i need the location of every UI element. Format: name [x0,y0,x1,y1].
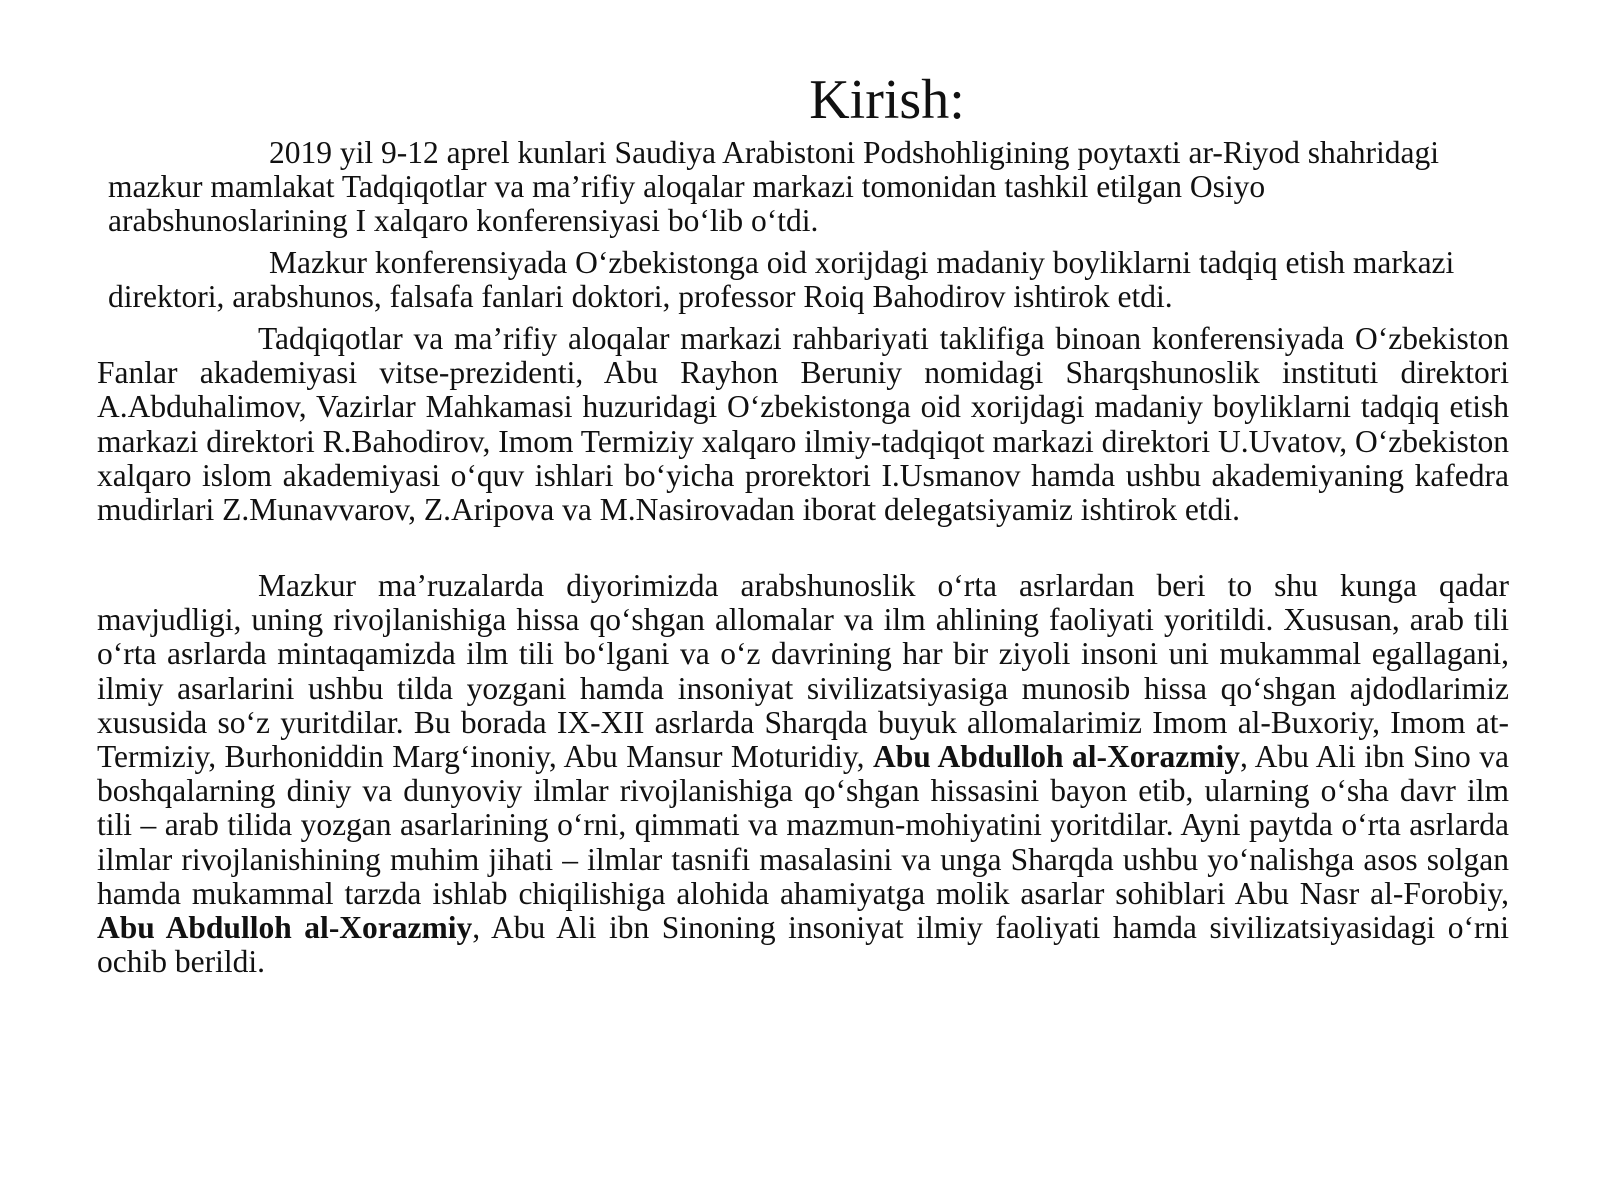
paragraph-1: 2019 yil 9-12 aprel kunlari Saudiya Arabistoni Podshohligining poytaxti ar-Riyod shahridagi mazkur mamlakat Tadqiqotlar va ma’rifiy aloqalar markazi tomonidan tashkil etilgan Osiyo arabshunoslarining I xalqaro konferensiyasi bo‘lib o‘tdi. [108,135,1439,239]
paragraph-4-text-1: Mazkur ma’ruzalarda diyorimizda arabshunoslik o‘rta asrlardan beri to shu kunga qadar mavjudligi, uning rivojlanishiga hissa qo‘shgan allomalar va ilm ahlining faoliyati yoritildi. Xususan, arab tili o‘rta asrlarda mintaqamizda ilm tili bo‘lgani va o‘z davrining har bir ziyoli insoni uni mukammal egallagani, ilmiy asarlarini ushbu tilda yozgani hamda insoniyat sivilizatsiyasiga munosib hissa qo‘shgan ajdodlarimiz xususida so‘z yuritdilar. Bu borada IX-XII asrlarda Sharqda buyuk allomalarimiz Imom al-Buxoriy, Imom at-Termiziy, Burhoniddin Marg‘inoniy, Abu Mansur Moturidiy, [97,568,1509,775]
paragraph-4 [97,569,1509,979]
highlighted-name-1: Abu Abdulloh al-Xorazmiy [872,739,1240,775]
paragraph-4-text-2: , Abu Ali ibn Sino va boshqalarning diniy va dunyoviy ilmlar rivojlanishiga qo‘shgan hissasini bayon etib, ularning o‘sha davr ilm tili – arab tilida yozgan asarlarining o‘rni, qimmati va mazmun-mohiyatini yoritdilar. Ayni paytda o‘rta asrlarda ilmlar rivojlanishining muhim jihati – ilmlar tasnifi masalasini va unga Sharqda ushbu yo‘nalishga asos solgan hamda mukammal tarzda ishlab chiqilishiga alohida ahamiyatga molik asarlar sohiblari Abu Nasr al-Forobiy, [97,739,1509,911]
page-title: Kirish: [809,69,965,131]
paragraph-2: Mazkur konferensiyada O‘zbekistonga oid xorijdagi madaniy boyliklarni tadqiq etish markazi direktori, arabshunos, falsafa fanlari doktori, professor Roiq Bahodirov ishtirok etdi. [108,245,1455,315]
paragraph-4-text-3: , Abu Ali ibn Sinoning insoniyat ilmiy faoliyati hamda sivilizatsiyasidagi o‘rni ochib berildi. [97,910,1509,980]
paragraph-3: Tadqiqotlar va ma’rifiy aloqalar markazi rahbariyati taklifiga binoan konferensiyada O‘zbekiston Fanlar akademiyasi vitse-prezidenti, Abu Rayhon Beruniy nomidagi Sharqshunoslik instituti direktori A.Abduhalimov, Vazirlar Mahkamasi huzuridagi O‘zbekistonga oid xorijdagi madaniy boyliklarni tadqiq etish markazi direktori R.Bahodirov, Imom Termiziy xalqaro ilmiy-tadqiqot markazi direktori U.Uvatov, O‘zbekiston xalqaro islom akademiyasi o‘quv ishlari bo‘yicha prorektori I.Usmanov hamda ushbu akademiyaning kafedra mudirlari Z.Munavvarov, Z.Aripova va M.Nasirovadan iborat delegatsiyamiz ishtirok etdi. [97,321,1510,528]
highlighted-name-2: Abu Abdulloh al-Xorazmiy [97,910,473,946]
